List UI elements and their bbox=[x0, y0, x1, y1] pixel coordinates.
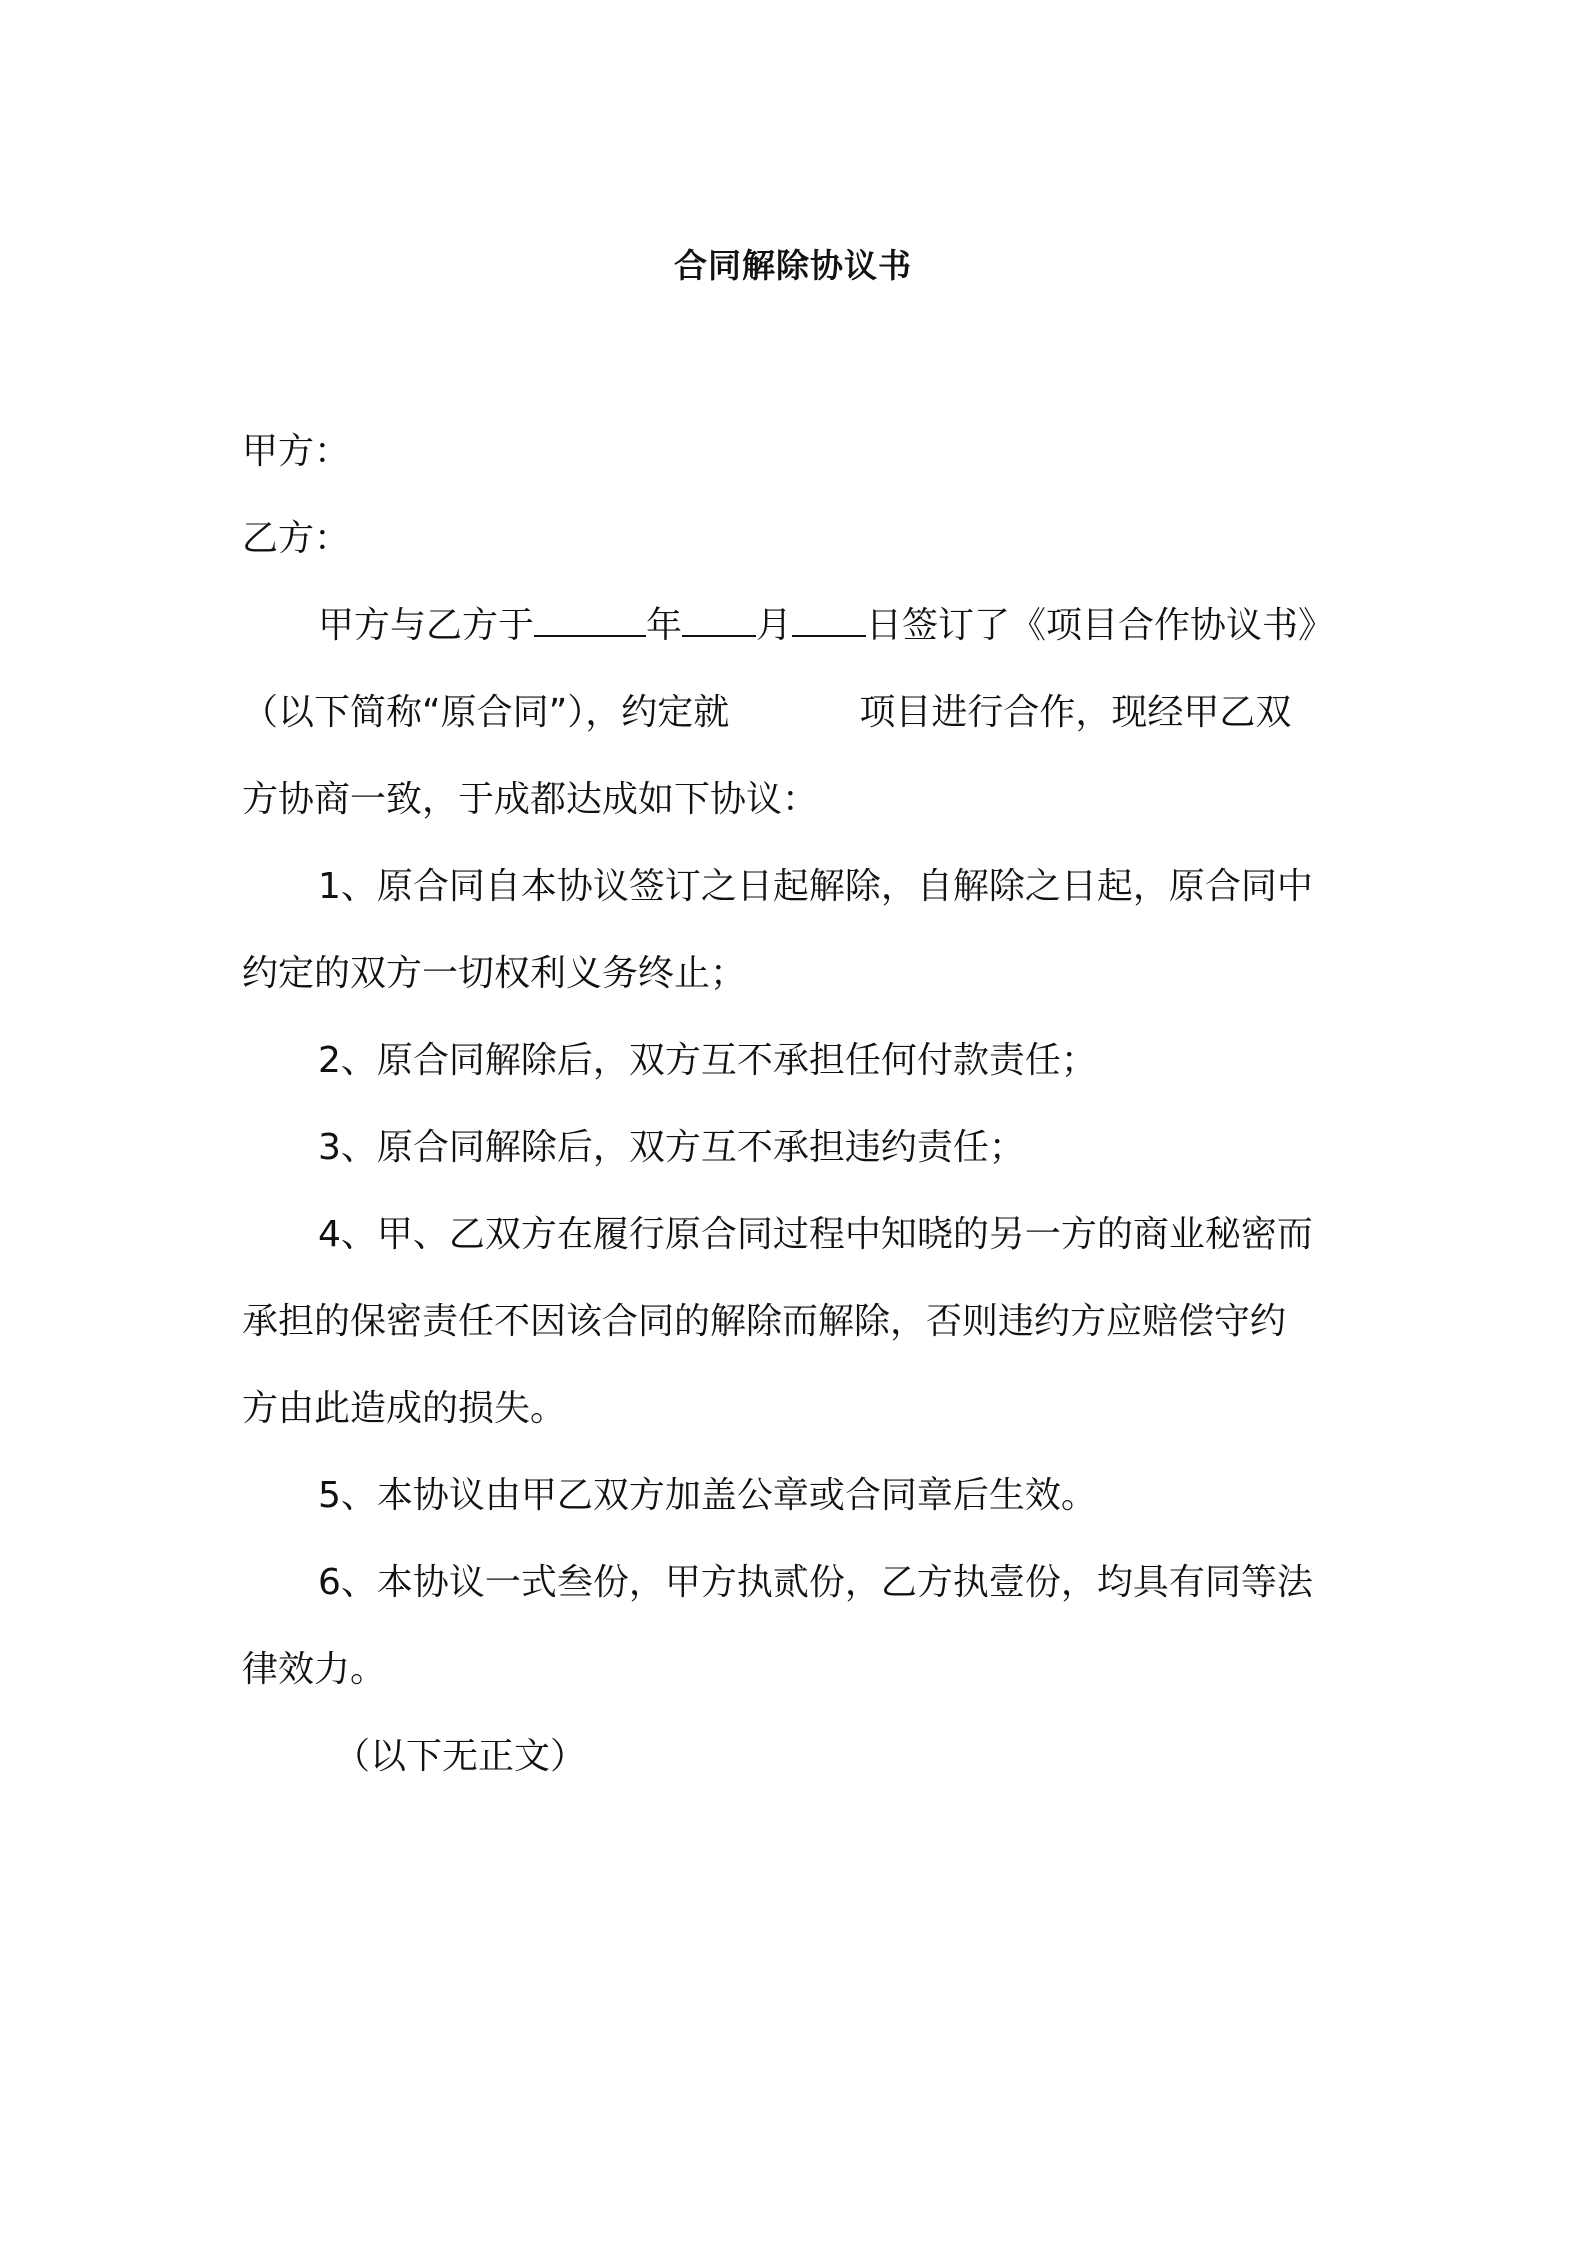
clause-1-line-1 bbox=[242, 843, 1352, 930]
party-a-line bbox=[242, 408, 1352, 495]
clause-3-text: 3、原合同解除后，双方互不承担违约责任； bbox=[318, 1127, 1025, 1168]
intro-line2-a: （以下简称“原合同”），约定就 bbox=[242, 692, 730, 733]
clause-1-text-2: 约定的双方一切权利义务终止； bbox=[242, 953, 747, 994]
clause-4-line-1 bbox=[242, 1191, 1352, 1278]
clause-4-text-2: 承担的保密责任不因该合同的解除而解除，否则违约方应赔偿守约 bbox=[242, 1301, 1287, 1342]
clause-1-line-2 bbox=[242, 930, 1352, 1017]
document-body bbox=[242, 408, 1352, 1800]
intro-month: 月 bbox=[756, 605, 793, 646]
intro-year: 年 bbox=[646, 605, 683, 646]
clause-1-text-1: 1、原合同自本协议签订之日起解除，自解除之日起，原合同中 bbox=[318, 866, 1313, 907]
clause-6-text-1: 6、本协议一式叁份，甲方执贰份，乙方执壹份，均具有同等法 bbox=[318, 1562, 1313, 1603]
year-blank bbox=[534, 601, 646, 637]
clause-3-line bbox=[242, 1104, 1352, 1191]
clause-6-line-2 bbox=[242, 1626, 1352, 1713]
day-blank bbox=[792, 601, 866, 637]
intro-line2-b: 项目进行合作，现经甲乙双 bbox=[859, 692, 1292, 733]
clause-4-line-2 bbox=[242, 1278, 1352, 1365]
document-title: 合同解除协议书 bbox=[674, 246, 912, 285]
clause-6-line-1 bbox=[242, 1539, 1352, 1626]
clause-2-text: 2、原合同解除后，双方互不承担任何付款责任； bbox=[318, 1040, 1097, 1081]
ending-text: （以下无正文） bbox=[334, 1736, 587, 1777]
party-b-label: 乙方： bbox=[242, 518, 351, 559]
clause-2-line bbox=[242, 1017, 1352, 1104]
clause-6-text-2: 律效力。 bbox=[242, 1649, 387, 1690]
clause-4-text-3: 方由此造成的损失。 bbox=[242, 1388, 567, 1429]
intro-line-2 bbox=[242, 669, 1352, 756]
intro-line3: 方协商一致，于成都达成如下协议： bbox=[242, 779, 819, 820]
intro-day-signed: 日签订了《项目合作协议书》 bbox=[866, 605, 1335, 646]
intro-line-3 bbox=[242, 756, 1352, 843]
intro-part1: 甲方与乙方于 bbox=[318, 605, 535, 646]
party-a-label: 甲方： bbox=[242, 431, 351, 472]
party-b-line bbox=[242, 495, 1352, 582]
clause-4-text-1: 4、甲、乙双方在履行原合同过程中知晓的另一方的商业秘密而 bbox=[318, 1214, 1313, 1255]
intro-line-1 bbox=[242, 582, 1352, 669]
clause-5-line bbox=[242, 1452, 1352, 1539]
clause-5-text: 5、本协议由甲乙双方加盖公章或合同章后生效。 bbox=[318, 1475, 1097, 1516]
clause-4-line-3 bbox=[242, 1365, 1352, 1452]
month-blank bbox=[682, 601, 756, 637]
ending-line bbox=[242, 1713, 1352, 1800]
